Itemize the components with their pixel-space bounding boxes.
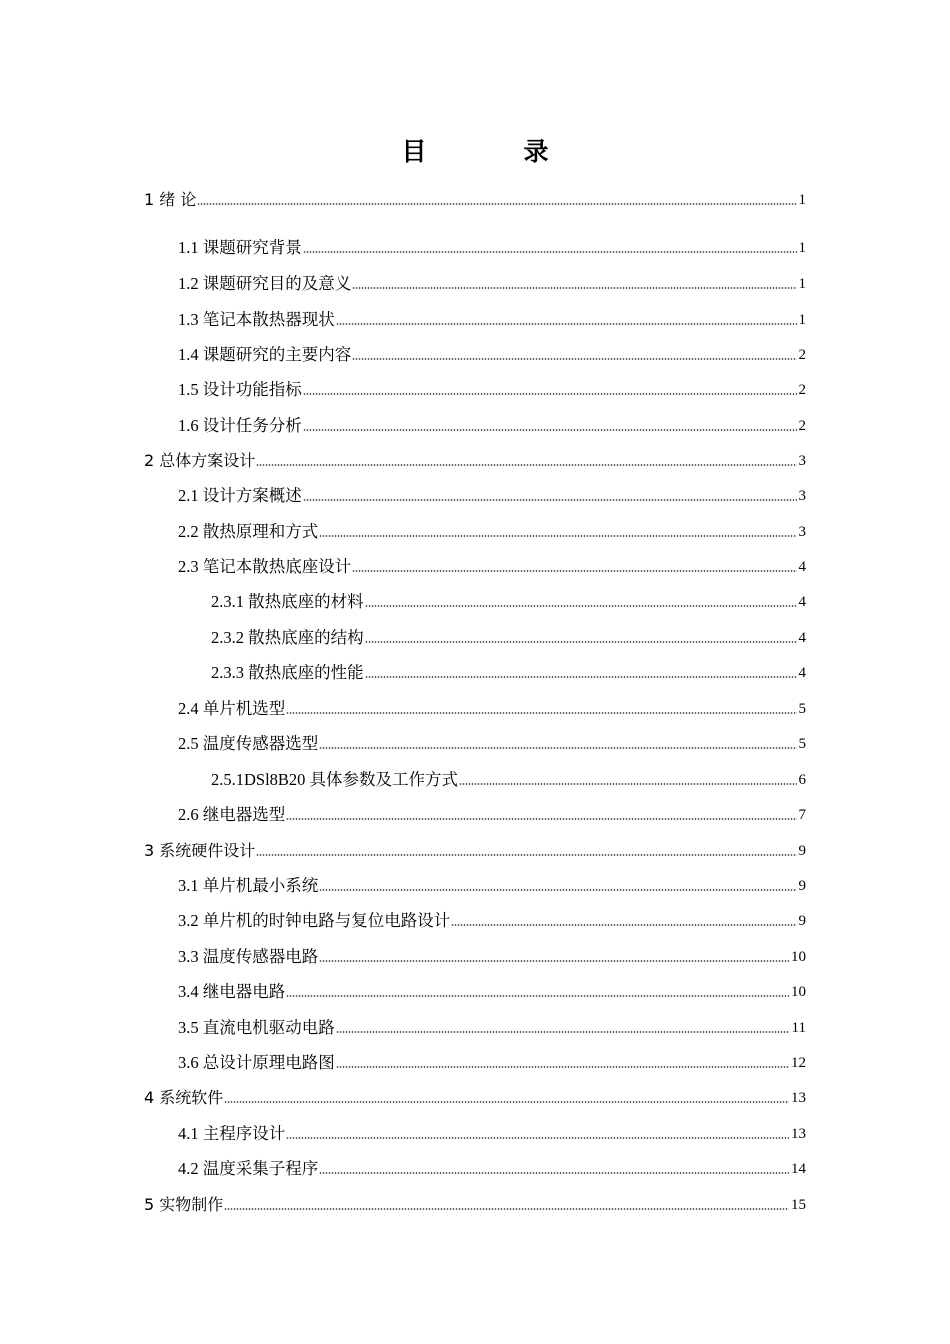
toc-entry[interactable]: [178, 306, 806, 330]
toc-entry[interactable]: [144, 186, 806, 210]
toc-entry[interactable]: [144, 837, 806, 861]
toc-entry[interactable]: [178, 412, 806, 436]
toc-entry[interactable]: [178, 553, 806, 577]
dot-leader: [365, 641, 797, 643]
toc-entry-label: 2.2 散热原理和方式: [178, 522, 319, 541]
toc-entry-page-number: 9: [798, 913, 806, 929]
toc-entry-page-number: 13: [791, 1126, 806, 1142]
toc-entry[interactable]: [178, 1014, 806, 1038]
toc-entry-page-number: 2: [798, 382, 806, 398]
toc-entry[interactable]: [144, 1191, 806, 1215]
toc-entry[interactable]: [178, 872, 806, 896]
toc-entry[interactable]: [178, 943, 806, 967]
toc-entry-label: 5 实物制作: [144, 1195, 224, 1214]
toc-entry-page-number: 4: [798, 665, 806, 681]
toc-entry-page-number: 12: [791, 1055, 806, 1071]
toc-entry-page-number: 1: [798, 312, 806, 328]
toc-entry-page-number: 5: [798, 736, 806, 752]
toc-entry-page-number: 7: [798, 807, 806, 823]
toc-entry-page-number: 10: [791, 984, 806, 1000]
toc-entry[interactable]: [211, 659, 806, 683]
toc-entry[interactable]: [178, 1049, 806, 1073]
toc-entry-label: 2.3.2 散热底座的结构: [211, 628, 364, 647]
dot-leader: [286, 818, 796, 820]
dot-leader: [319, 960, 789, 962]
toc-entry[interactable]: [178, 341, 806, 365]
toc-entry-label: 1.3 笔记本散热器现状: [178, 310, 335, 329]
dot-leader: [336, 1066, 789, 1068]
toc-entry-page-number: 9: [798, 843, 806, 859]
toc-entry-label: 2.3.1 散热底座的材料: [211, 592, 364, 611]
toc-entry-label: 3 系统硬件设计: [144, 841, 256, 860]
toc-entry[interactable]: [178, 376, 806, 400]
toc-entry[interactable]: [178, 234, 806, 258]
toc-entry-label: 3.6 总设计原理电路图: [178, 1053, 335, 1072]
toc-entry-label: 3.4 继电器电路: [178, 982, 286, 1001]
toc-entry[interactable]: [211, 624, 806, 648]
toc-entry-page-number: 3: [798, 453, 806, 469]
toc-entry[interactable]: [178, 978, 806, 1002]
dot-leader: [224, 1208, 789, 1210]
toc-entry-page-number: 1: [798, 276, 806, 292]
dot-leader: [303, 499, 797, 501]
toc-entry-label: 4.1 主程序设计: [178, 1124, 286, 1143]
toc-entry-label: 1.5 设计功能指标: [178, 380, 302, 399]
toc-entry-label: 4.2 温度采集子程序: [178, 1159, 319, 1178]
toc-entry[interactable]: [178, 1155, 806, 1179]
dot-leader: [459, 783, 796, 785]
toc-entry-label: 2.5 温度传感器选型: [178, 734, 319, 753]
toc-entry[interactable]: [144, 1084, 806, 1108]
toc-entry[interactable]: [144, 447, 806, 471]
page-title: 目 录: [401, 137, 585, 166]
dot-leader: [352, 287, 796, 289]
dot-leader: [352, 570, 796, 572]
toc-entry-label: 4 系统软件: [144, 1088, 224, 1107]
dot-leader: [352, 358, 796, 360]
dot-leader: [319, 1172, 789, 1174]
toc-entry-label: 3.3 温度传感器电路: [178, 947, 319, 966]
dot-leader: [197, 203, 796, 205]
toc-entry-page-number: 11: [791, 1020, 806, 1036]
toc-entry-label: 1 绪 论: [144, 190, 197, 209]
dot-leader: [365, 605, 797, 607]
dot-leader: [319, 747, 796, 749]
dot-leader: [336, 1031, 790, 1033]
toc-entry-page-number: 1: [798, 192, 806, 208]
toc-entry-page-number: 10: [791, 949, 806, 965]
toc-entry-page-number: 3: [798, 524, 806, 540]
toc-entry-page-number: 4: [798, 630, 806, 646]
toc-entry-label: 1.4 课题研究的主要内容: [178, 345, 352, 364]
dot-leader: [286, 995, 789, 997]
toc-entry-label: 3.1 单片机最小系统: [178, 876, 319, 895]
dot-leader: [451, 924, 796, 926]
toc-entry[interactable]: [178, 695, 806, 719]
toc-entry[interactable]: [178, 518, 806, 542]
toc-entry-page-number: 5: [798, 701, 806, 717]
toc-entry-page-number: 2: [798, 418, 806, 434]
toc-entry-page-number: 9: [798, 878, 806, 894]
toc-entry-page-number: 1: [798, 240, 806, 256]
toc-entry-label: 1.1 课题研究背景: [178, 238, 302, 257]
dot-leader: [256, 464, 796, 466]
dot-leader: [224, 1101, 789, 1103]
toc-entry[interactable]: [178, 270, 806, 294]
toc-entry-page-number: 13: [791, 1090, 806, 1106]
toc-entry[interactable]: [178, 482, 806, 506]
toc-entry-page-number: 15: [791, 1197, 806, 1213]
toc-entry-page-number: 3: [798, 488, 806, 504]
toc-entry-page-number: 4: [798, 594, 806, 610]
toc-entry-label: 1.2 课题研究目的及意义: [178, 274, 352, 293]
toc-entry-label: 2.4 单片机选型: [178, 699, 286, 718]
dot-leader: [256, 854, 796, 856]
dot-leader: [286, 1137, 789, 1139]
toc-entry[interactable]: [178, 1120, 806, 1144]
toc-entry-label: 1.6 设计任务分析: [178, 416, 302, 435]
toc-entry-label: 2.3 笔记本散热底座设计: [178, 557, 352, 576]
toc-entry-page-number: 14: [791, 1161, 806, 1177]
toc-entry-label: 2.6 继电器选型: [178, 805, 286, 824]
dot-leader: [303, 429, 797, 431]
toc-entry-label: 3.5 直流电机驱动电路: [178, 1018, 335, 1037]
dot-leader: [365, 676, 797, 678]
toc-entry-page-number: 4: [798, 559, 806, 575]
toc-entry-page-number: 6: [798, 772, 806, 788]
dot-leader: [319, 889, 796, 891]
toc-entry-label: 3.2 单片机的时钟电路与复位电路设计: [178, 911, 451, 930]
dot-leader: [303, 251, 797, 253]
toc-entry[interactable]: [178, 730, 806, 754]
dot-leader: [336, 323, 797, 325]
toc-entry-label: 2.5.1DSl8B20 具体参数及工作方式: [211, 770, 459, 789]
toc-entry-label: 2.1 设计方案概述: [178, 486, 302, 505]
toc-entry[interactable]: [178, 907, 806, 931]
toc-entry-page-number: 2: [798, 347, 806, 363]
dot-leader: [303, 393, 797, 395]
toc-entry[interactable]: [178, 801, 806, 825]
toc-entry-label: 2 总体方案设计: [144, 451, 256, 470]
dot-leader: [319, 535, 796, 537]
dot-leader: [286, 712, 796, 714]
toc-entry[interactable]: [211, 588, 806, 612]
toc-entry-label: 2.3.3 散热底座的性能: [211, 663, 364, 682]
toc-entry[interactable]: [211, 766, 806, 790]
